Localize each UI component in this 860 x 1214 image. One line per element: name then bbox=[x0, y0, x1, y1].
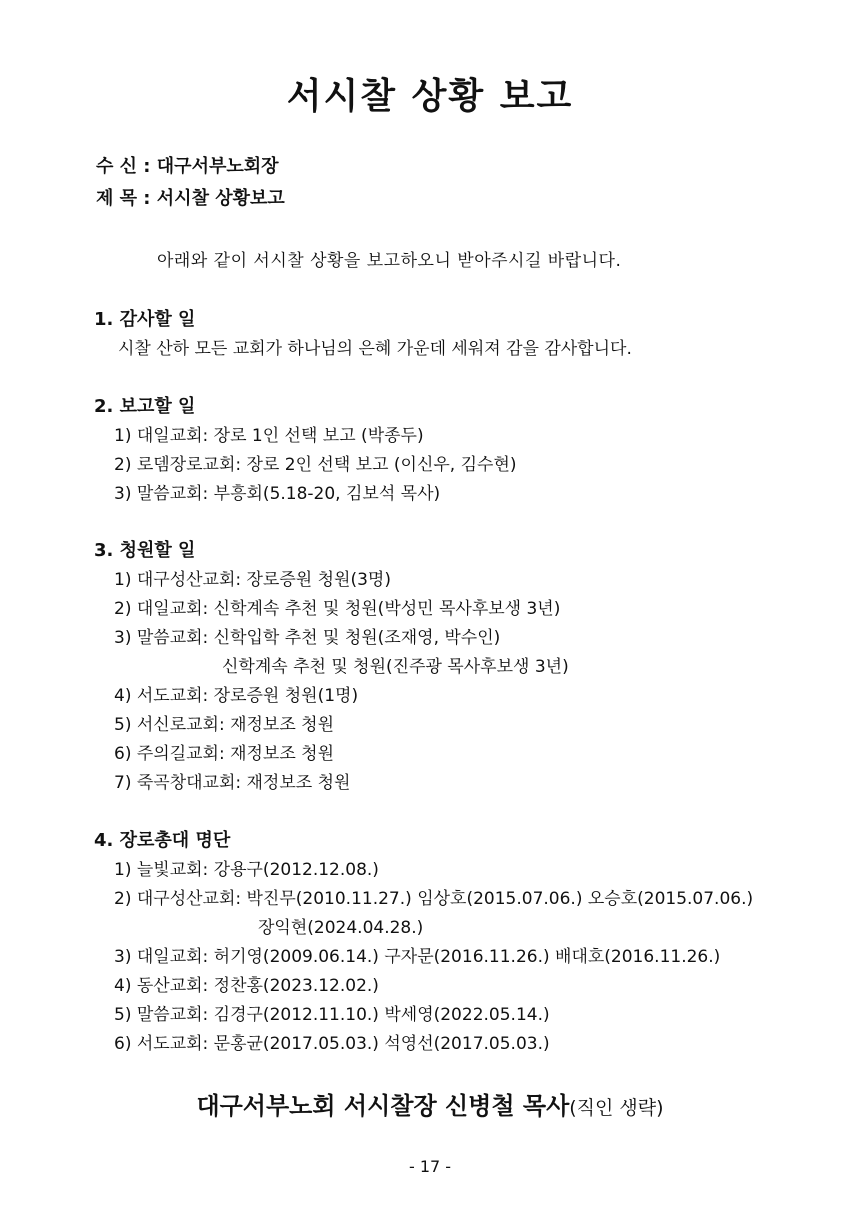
section-text-thanks: 시찰 산하 모든 교회가 하나님의 은혜 가운데 세워져 감을 감사합니다. bbox=[118, 339, 632, 359]
closing-signature bbox=[0, 1086, 860, 1121]
report-item: 1) 대일교회: 장로 1인 선택 보고 (박종두) bbox=[114, 426, 424, 446]
petition-item: 3) 말씀교회: 신학입학 추천 및 청원(조재영, 박수인) bbox=[114, 628, 501, 648]
report-item: 3) 말씀교회: 부흥회(5.18-20, 김보석 목사) bbox=[114, 484, 441, 504]
elder-item: 1) 늘빛교회: 강용구(2012.12.08.) bbox=[114, 860, 379, 880]
recipient-label: 수 신 : bbox=[96, 156, 151, 177]
recipient-line bbox=[96, 152, 279, 178]
petition-item: 1) 대구성산교회: 장로증원 청원(3명) bbox=[114, 570, 391, 590]
elder-item-continuation: 장익현(2024.04.28.) bbox=[258, 918, 424, 938]
elder-item: 3) 대일교회: 허기영(2009.06.14.) 구자문(2016.11.26.) 배대호(2016.11.26.) bbox=[114, 947, 721, 967]
section-heading-report: 2. 보고할 일 bbox=[94, 396, 196, 417]
elder-item: 2) 대구성산교회: 박진무(2010.11.27.) 임상호(2015.07.06.) 오승호(2015.07.06.) bbox=[114, 889, 754, 909]
petition-item-continuation: 신학계속 추천 및 청원(진주광 목사후보생 3년) bbox=[222, 657, 569, 677]
seal-omitted-note: (직인 생략) bbox=[569, 1097, 664, 1119]
petition-item: 2) 대일교회: 신학계속 추천 및 청원(박성민 목사후보생 3년) bbox=[114, 599, 561, 619]
intro-text: 아래와 같이 서시찰 상황을 보고하오니 받아주시길 바랍니다. bbox=[157, 251, 622, 271]
petition-item: 5) 서신로교회: 재정보조 청원 bbox=[114, 715, 335, 735]
petition-item: 6) 주의길교회: 재정보조 청원 bbox=[114, 744, 335, 764]
section-heading-thanks: 1. 감사할 일 bbox=[94, 309, 196, 330]
subject-label: 제 목 : bbox=[96, 188, 151, 209]
subject-value: 서시찰 상황보고 bbox=[156, 188, 285, 209]
section-heading-petition: 3. 청원할 일 bbox=[94, 540, 196, 561]
report-item: 2) 로뎀장로교회: 장로 2인 선택 보고 (이신우, 김수현) bbox=[114, 455, 517, 475]
elder-item: 4) 동산교회: 정찬홍(2023.12.02.) bbox=[114, 976, 379, 996]
section-heading-elders: 4. 장로총대 명단 bbox=[94, 830, 231, 851]
page-number: - 17 - bbox=[408, 1157, 452, 1176]
subject-line bbox=[96, 184, 285, 210]
elder-item: 5) 말씀교회: 김경구(2012.11.10.) 박세영(2022.05.14.) bbox=[114, 1005, 550, 1025]
signature-name: 대구서부노회 서시찰장 신병철 목사 bbox=[196, 1092, 570, 1120]
page-title: 서시찰 상황 보고 bbox=[286, 76, 574, 117]
petition-item: 4) 서도교회: 장로증원 청원(1명) bbox=[114, 686, 359, 706]
petition-item: 7) 죽곡창대교회: 재정보조 청원 bbox=[114, 773, 351, 793]
elder-item: 6) 서도교회: 문홍균(2017.05.03.) 석영선(2017.05.03.) bbox=[114, 1034, 550, 1054]
recipient-value: 대구서부노회장 bbox=[156, 156, 279, 177]
